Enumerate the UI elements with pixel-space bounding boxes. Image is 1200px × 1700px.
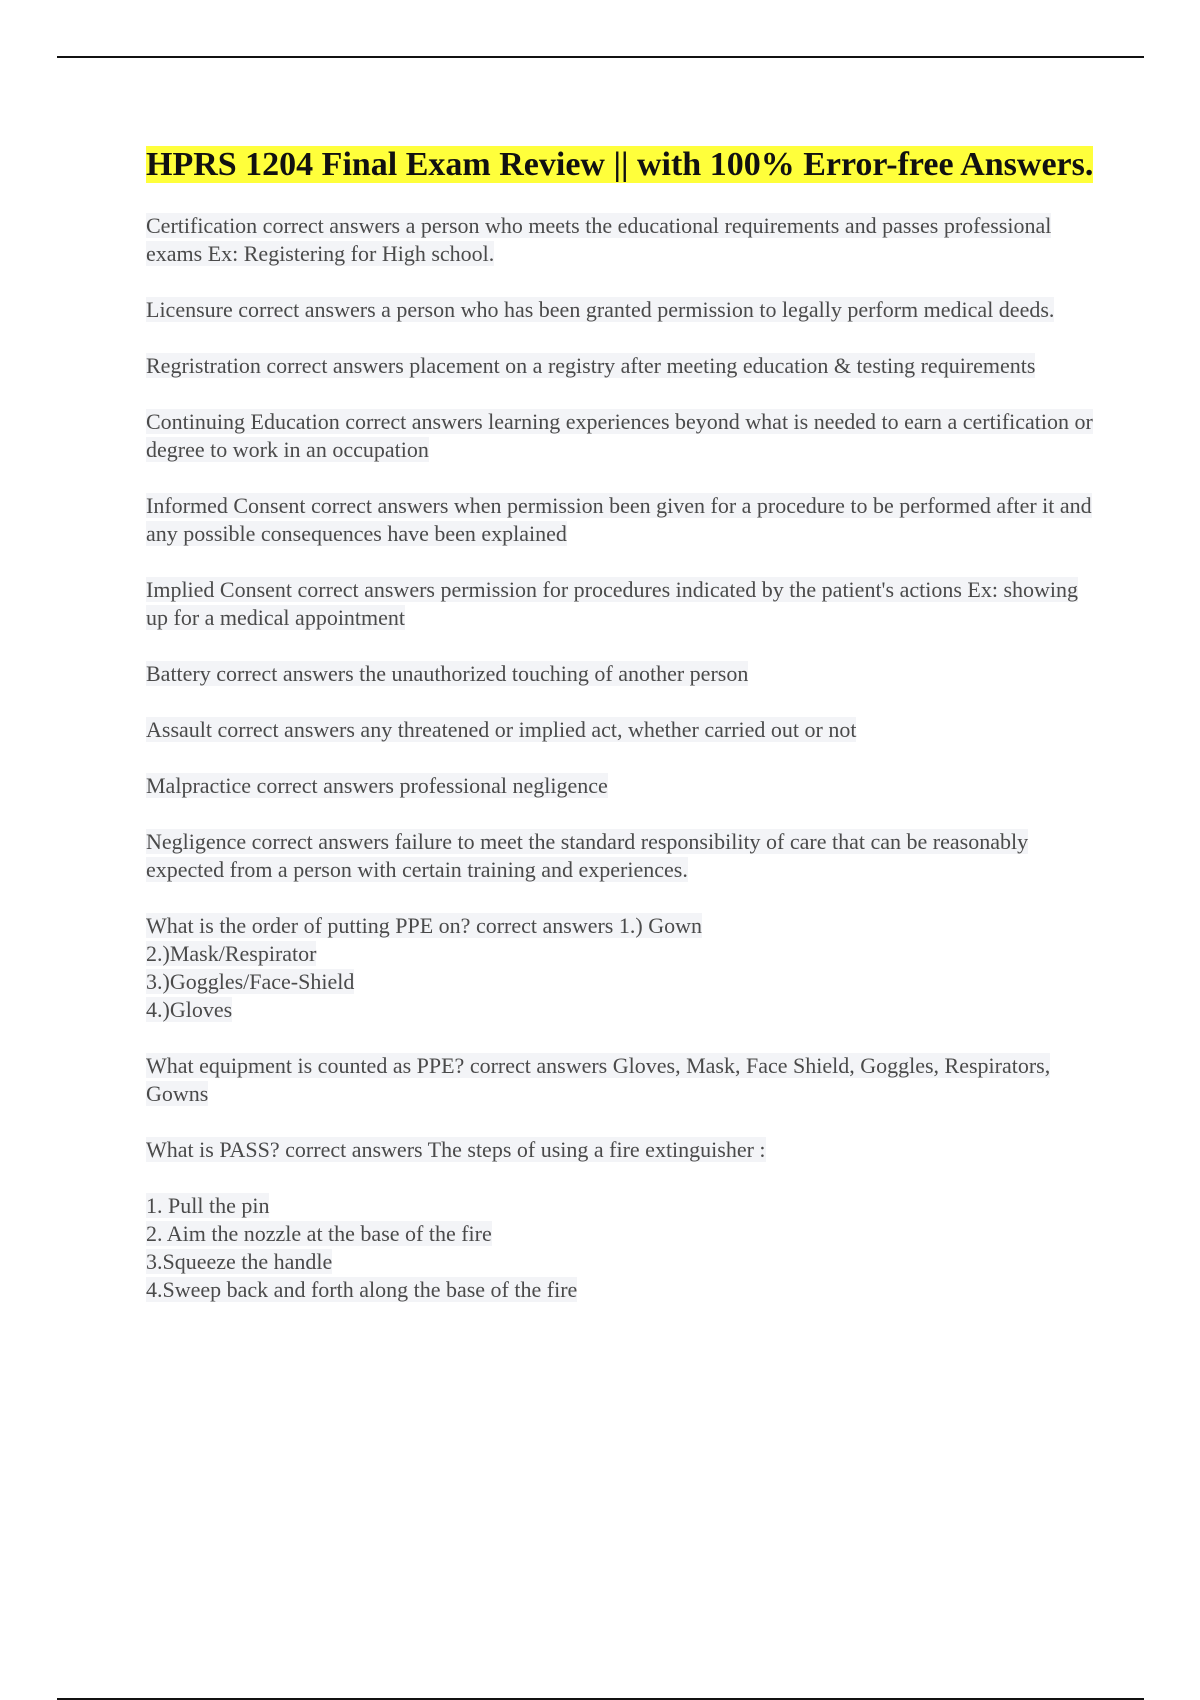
list-item: 4.Sweep back and forth along the base of the fire: [146, 1277, 578, 1302]
document-title-text: HPRS 1204 Final Exam Review || with 100% Error-free Answers.: [146, 146, 1094, 183]
list-item: 3.Squeeze the handle: [146, 1249, 333, 1274]
top-rule: [57, 56, 1144, 58]
ppe-order-steps: [146, 940, 1096, 1024]
document-body: [146, 144, 1096, 1332]
entry-informed-consent: Informed Consent correct answers when permission been given for a procedure to be performed after it and any possible consequences have been explained: [146, 493, 1092, 546]
entry-ppe-order: [146, 912, 1096, 1024]
entry-registration: Regristration correct answers placement on a registry after meeting education & testing requirements: [146, 353, 1036, 378]
entry-implied-consent: Implied Consent correct answers permission for procedures indicated by the patient's actions Ex: showing up for a medical appointment: [146, 577, 1079, 630]
entry-licensure: Licensure correct answers a person who has been granted permission to legally perform medical deeds.: [146, 297, 1055, 322]
list-item: 2. Aim the nozzle at the base of the fire: [146, 1221, 492, 1246]
entry-malpractice: Malpractice correct answers professional negligence: [146, 773, 608, 798]
entry-pass-steps: [146, 1192, 1096, 1304]
list-item: 4.)Gloves: [146, 997, 233, 1022]
ppe-order-question: What is the order of putting PPE on? correct answers 1.) Gown: [146, 913, 702, 938]
pass-steps: [146, 1192, 1096, 1304]
entry-pass-question: What is PASS? correct answers The steps of using a fire extinguisher :: [146, 1137, 766, 1162]
entry-battery: Battery correct answers the unauthorized touching of another person: [146, 661, 749, 686]
entry-certification: Certification correct answers a person who meets the educational requirements and passes professional exams Ex: Registering for High school.: [146, 213, 1052, 266]
document-title: [146, 144, 1096, 186]
list-item: 2.)Mask/Respirator: [146, 941, 317, 966]
entry-continuing-education: Continuing Education correct answers learning experiences beyond what is needed to earn a certification or degree to work in an occupation: [146, 409, 1093, 462]
list-item: 3.)Goggles/Face-Shield: [146, 969, 355, 994]
entry-assault: Assault correct answers any threatened or implied act, whether carried out or not: [146, 717, 857, 742]
entry-negligence: Negligence correct answers failure to meet the standard responsibility of care that can be reasonably expected from a person with certain training and experiences.: [146, 829, 1029, 882]
entry-ppe-equipment: What equipment is counted as PPE? correct answers Gloves, Mask, Face Shield, Goggles, Respirators, Gowns: [146, 1053, 1051, 1106]
list-item: 1. Pull the pin: [146, 1193, 270, 1218]
